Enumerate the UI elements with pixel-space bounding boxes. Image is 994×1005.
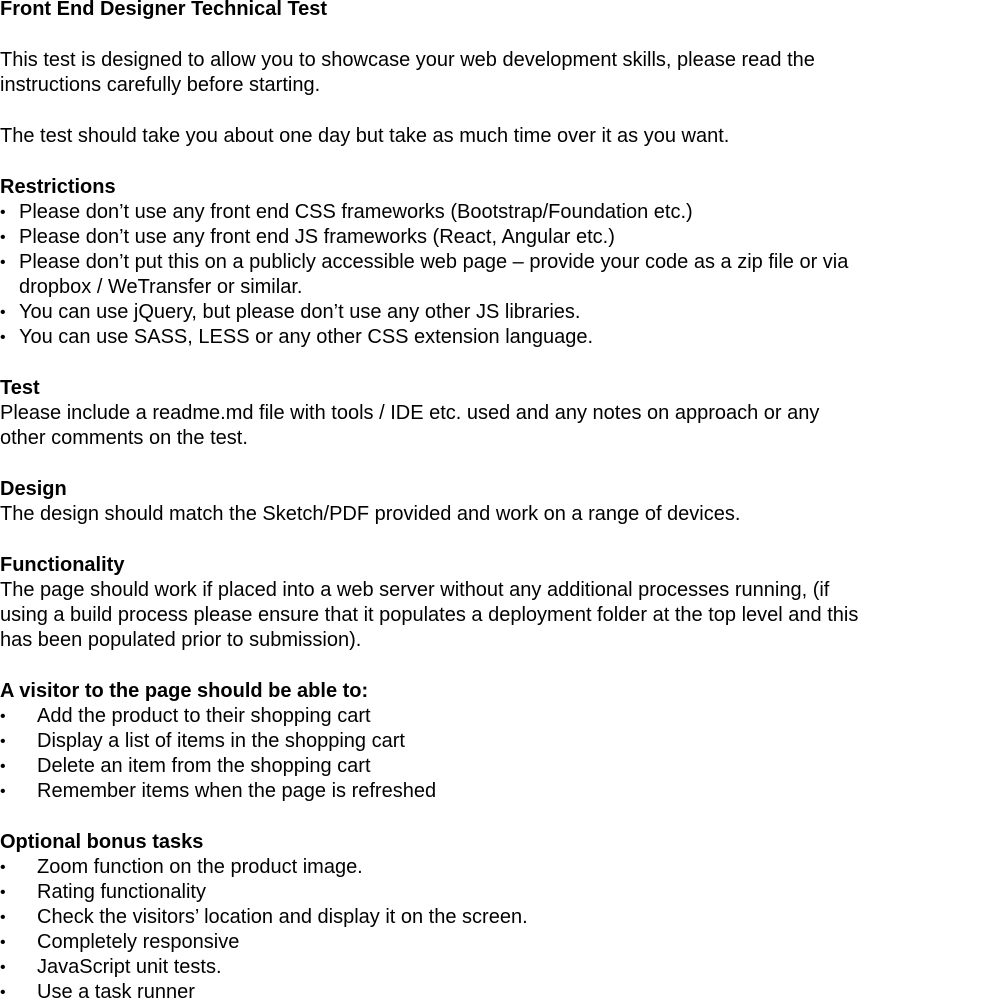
list-item: • Completely responsive <box>0 931 240 953</box>
bullet-icon: • <box>0 783 6 800</box>
design-text: The design should match the Sketch/PDF provided and work on a range of devices. <box>0 503 741 525</box>
bullet-icon: • <box>0 909 6 926</box>
bullet-icon: • <box>0 884 6 901</box>
bullet-icon: • <box>0 959 6 976</box>
bullet-icon: • <box>0 984 6 1001</box>
visitor-list <box>0 704 994 804</box>
bonus-list <box>0 855 994 1005</box>
restrictions-list <box>0 200 994 350</box>
list-item: • Use a task runner <box>0 981 195 1003</box>
bullet-icon: • <box>0 304 6 321</box>
list-item: • Rating functionality <box>0 881 206 903</box>
bullet-icon: • <box>0 204 6 221</box>
list-item: • JavaScript unit tests. <box>0 956 222 978</box>
restrictions-heading: Restrictions <box>0 176 116 198</box>
functionality-line-3: has been populated prior to submission). <box>0 629 362 651</box>
list-item: • Please don’t put this on a publicly accessible web page – provide your code as a zip file or via dropbox / WeTransfer or similar. <box>0 251 849 298</box>
visitor-heading: A visitor to the page should be able to: <box>0 680 369 702</box>
bullet-icon: • <box>0 229 6 246</box>
test-heading: Test <box>0 377 40 399</box>
list-item: • Remember items when the page is refreshed <box>0 780 437 802</box>
test-line-2: other comments on the test. <box>0 427 248 449</box>
list-item: • Display a list of items in the shopping cart <box>0 730 405 752</box>
list-item: • You can use SASS, LESS or any other CSS extension language. <box>0 326 594 348</box>
bullet-icon: • <box>0 859 6 876</box>
design-heading: Design <box>0 478 67 500</box>
intro-line-2: instructions carefully before starting. <box>0 74 321 96</box>
bullet-icon: • <box>0 329 6 346</box>
bonus-heading: Optional bonus tasks <box>0 831 204 853</box>
list-item: • Check the visitors’ location and display it on the screen. <box>0 906 528 928</box>
list-item: • Delete an item from the shopping cart <box>0 755 371 777</box>
list-item: • You can use jQuery, but please don’t use any other JS libraries. <box>0 301 581 323</box>
bullet-icon: • <box>0 708 6 725</box>
duration-text: The test should take you about one day but take as much time over it as you want. <box>0 125 730 147</box>
document-title: Front End Designer Technical Test <box>0 0 328 20</box>
bullet-icon: • <box>0 254 6 271</box>
list-item: • Please don’t use any front end JS frameworks (React, Angular etc.) <box>0 226 615 248</box>
bullet-icon: • <box>0 733 6 750</box>
functionality-line-2: using a build process please ensure that it populates a deployment folder at the top level and this <box>0 604 859 626</box>
functionality-line-1: The page should work if placed into a web server without any additional processes running, (if <box>0 579 830 601</box>
list-item: • Add the product to their shopping cart <box>0 705 371 727</box>
bullet-icon: • <box>0 758 6 775</box>
test-line-1: Please include a readme.md file with tools / IDE etc. used and any notes on approach or any <box>0 402 820 424</box>
list-item: • Zoom function on the product image. <box>0 856 363 878</box>
bullet-icon: • <box>0 934 6 951</box>
intro-line-1: This test is designed to allow you to showcase your web development skills, please read the <box>0 49 815 71</box>
list-item: • Please don’t use any front end CSS frameworks (Bootstrap/Foundation etc.) <box>0 201 693 223</box>
functionality-heading: Functionality <box>0 554 125 576</box>
